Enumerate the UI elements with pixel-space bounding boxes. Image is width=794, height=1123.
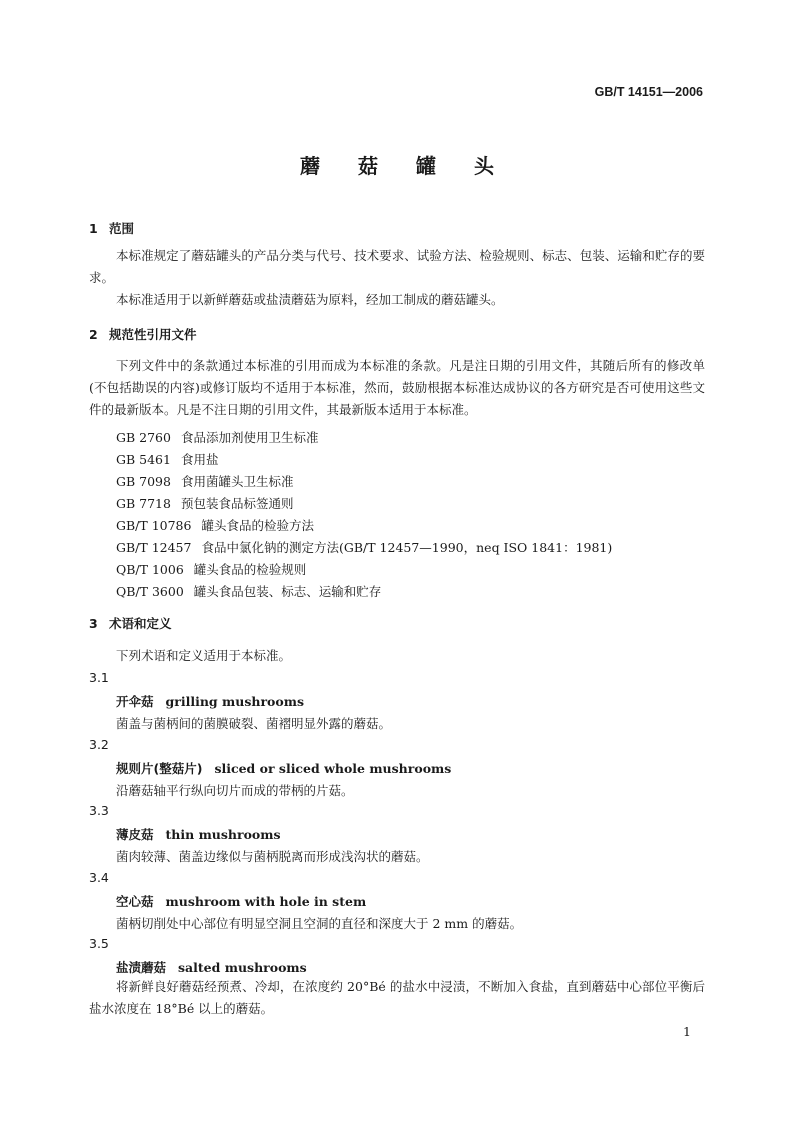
term-heading [116,692,304,710]
reference-item [116,582,381,600]
document-title: 蘑菇罐头 [300,154,532,178]
section-2-heading [89,325,197,343]
reference-title: 食用菌罐头卫生标准 [180,474,294,489]
section-1-paragraph-1: 本标准规定了蘑菇罐头的产品分类与代号、技术要求、试验方法、检验规则、标志、包装、运输和贮存的要求。 [89,248,705,285]
term-zh: 规则片(整菇片) [116,761,203,776]
term-en: salted mushrooms [178,960,307,975]
term-heading [116,958,307,976]
term-heading [116,759,451,777]
reference-item [116,516,314,534]
term-definition: 菌肉较薄、菌盖边缘似与菌柄脱离而形成浅沟状的蘑菇。 [116,849,429,864]
section-number: 2 [89,327,98,342]
term-definition: 将新鲜良好蘑菇经预煮、冷却，在浓度约 20°Bé 的盐水中浸渍，不断加入食盐，直到蘑菇中心部位平衡后盐水浓度在 18°Bé 以上的蘑菇。 [89,979,705,1016]
section-title: 规范性引用文件 [109,327,197,342]
reference-code: GB 7098 [116,474,171,489]
term-heading [116,825,281,843]
section-1-heading [89,219,134,237]
reference-title: 食品中氯化钠的测定方法(GB/T 12457—1990，neq ISO 1841：1981) [201,540,613,555]
term-definition: 菌柄切削处中心部位有明显空洞且空洞的直径和深度大于 2 mm 的蘑菇。 [116,916,523,931]
reference-code: QB/T 1006 [116,562,184,577]
term-definition: 菌盖与菌柄间的菌膜破裂、菌褶明显外露的蘑菇。 [116,716,392,731]
standard-number: GB/T 14151—2006 [594,85,703,99]
term-number: 3.5 [89,936,109,951]
reference-title: 罐头食品的检验方法 [201,518,314,533]
term-number: 3.3 [89,803,109,818]
reference-item [116,538,612,556]
term-number: 3.1 [89,670,109,685]
term-number: 3.2 [89,737,109,752]
section-1-paragraph-2: 本标准适用于以新鲜蘑菇或盐渍蘑菇为原料，经加工制成的蘑菇罐头。 [116,292,504,307]
reference-title: 食用盐 [180,452,219,467]
term-en: thin mushrooms [165,827,281,842]
reference-code: GB 2760 [116,430,171,445]
reference-title: 罐头食品的检验规则 [193,562,307,577]
term-zh: 空心菇 [116,894,154,909]
term-en: grilling mushrooms [165,694,304,709]
section-3-heading [89,614,172,632]
reference-item [116,450,218,468]
reference-code: GB 5461 [116,452,171,467]
section-3-intro: 下列术语和定义适用于本标准。 [116,648,292,663]
reference-title: 罐头食品包装、标志、运输和贮存 [193,584,382,599]
section-2-intro: 下列文件中的条款通过本标准的引用而成为本标准的条款。凡是注日期的引用文件，其随后所有的修改单(不包括勘误的内容)或修订版均不适用于本标准，然而，鼓励根据本标准达成协议的各方研究是否可使用这些文件的最新版本。凡是不注日期的引用文件，其最新版本适用于本标准。 [89,358,705,417]
section-title: 范围 [109,221,135,236]
reference-code: GB/T 12457 [116,540,192,555]
section-number: 3 [89,616,98,631]
term-en: mushroom with hole in stem [165,894,367,909]
reference-code: QB/T 3600 [116,584,184,599]
section-number: 1 [89,221,98,236]
term-heading [116,892,366,910]
reference-title: 食品添加剂使用卫生标准 [180,430,319,445]
term-zh: 开伞菇 [116,694,154,709]
reference-item [116,560,306,578]
reference-code: GB 7718 [116,496,171,511]
reference-code: GB/T 10786 [116,518,192,533]
term-zh: 薄皮菇 [116,827,154,842]
reference-title: 预包装食品标签通则 [180,496,294,511]
section-title: 术语和定义 [109,616,172,631]
page-number: 1 [683,1024,691,1039]
reference-item [116,428,318,446]
reference-item [116,472,293,490]
term-definition: 沿蘑菇轴平行纵向切片而成的带柄的片菇。 [116,783,354,798]
term-en: sliced or sliced whole mushrooms [214,761,452,776]
term-zh: 盐渍蘑菇 [116,960,167,975]
reference-item [116,494,293,512]
term-number: 3.4 [89,870,109,885]
